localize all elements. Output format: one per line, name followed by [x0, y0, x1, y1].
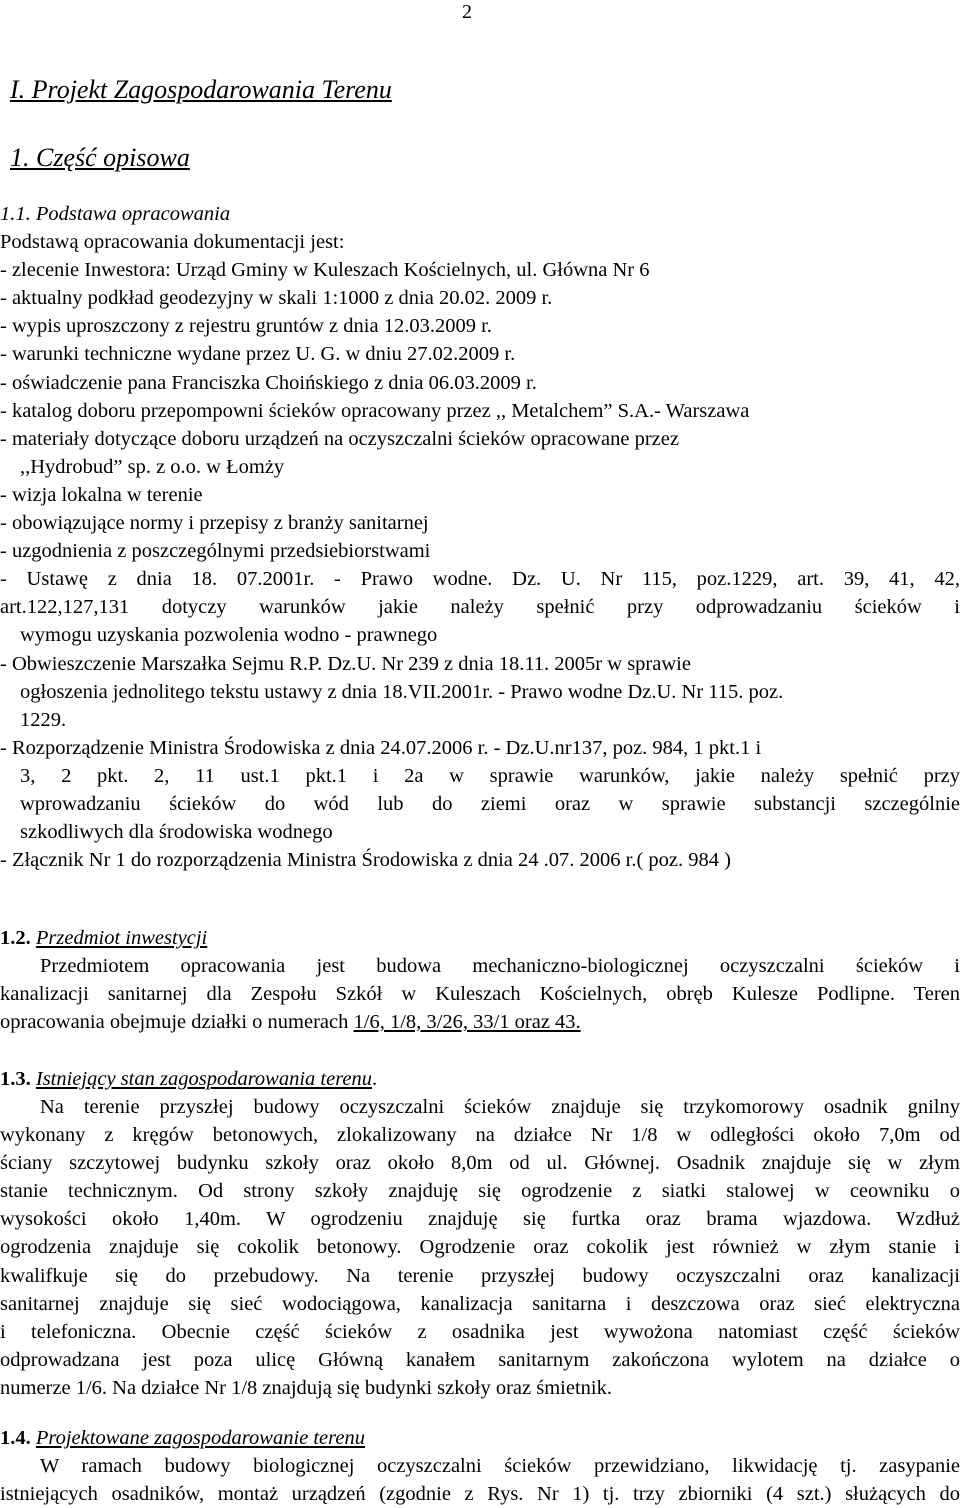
- section-1-4-body: [0, 1452, 960, 1508]
- paragraph-line: ściany szczytowej budynku szkoły oraz około 8,0m od ul. Głównej. Osadnik znajduje się w złym: [0, 1152, 960, 1175]
- list-item: - Obwieszczenie Marszałka Sejmu R.P. Dz.U. Nr 239 z dnia 18.11. 2005r w sprawie: [0, 652, 691, 675]
- paragraph-text: opracowania obejmuje działki o numerach: [0, 1011, 354, 1034]
- section-number: 1.3.: [0, 1068, 31, 1090]
- section-title: Projektowane zagospodarowanie terenu: [35, 1427, 365, 1449]
- section-1-3-body: [0, 1093, 960, 1402]
- paragraph-line: istniejących osadników, montaż urządzeń (zgodnie z Rys. Nr 1) tj. trzy zbiorniki (4 szt.) służących do: [0, 1483, 960, 1506]
- paragraph-line: numerze 1/6. Na działce Nr 1/8 znajdują się budynki szkoły oraz śmietnik.: [0, 1376, 612, 1399]
- section-1-2-body: [0, 952, 960, 1036]
- section-1-1: [0, 200, 960, 874]
- list-item: wprowadzaniu ścieków do wód lub do ziemi oraz w sprawie substancji szczególnie: [20, 792, 960, 815]
- list-item: - Złącznik Nr 1 do rozporządzenia Ministra Środowiska z dnia 24 .07. 2006 r.( poz. 984 ): [0, 849, 731, 872]
- section-number: 1.4.: [0, 1427, 31, 1449]
- section-number: 1.2.: [0, 927, 31, 949]
- paragraph-line: odprowadzana jest poza ulicę Główną kanałem sanitarnym zakończona wylotem na działce o: [0, 1348, 960, 1371]
- list-item: - materiały dotyczące doboru urządzeń na oczyszczalni ścieków opracowane przez: [0, 427, 679, 450]
- list-item: - Ustawę z dnia 18. 07.2001r. - Prawo wodne. Dz. U. Nr 115, poz.1229, art. 39, 41, 42,: [0, 568, 960, 591]
- list-item: - zlecenie Inwestora: Urząd Gminy w Kuleszach Kościelnych, ul. Główna Nr 6: [0, 259, 650, 282]
- list-item: - wizja lokalna w terenie: [0, 483, 203, 506]
- list-item: - Rozporządzenie Ministra Środowiska z dnia 24.07.2006 r. - Dz.U.nr137, poz. 984, 1 pkt.1 i: [0, 736, 762, 759]
- list-item: 3, 2 pkt. 2, 11 ust.1 pkt.1 i 2a w sprawie warunków, jakie należy spełnić przy: [20, 764, 960, 787]
- paragraph-line: Na terenie przyszłej budowy oczyszczalni ścieków znajduje się trzykomorowy osadnik gnilny: [40, 1096, 960, 1118]
- list-item: art.122,127,131 dotyczy warunków jakie należy spełnić przy odprowadzaniu ścieków i: [0, 596, 960, 619]
- paragraph-line: [0, 1008, 960, 1036]
- list-item: - warunki techniczne wydane przez U. G. w dniu 27.02.2009 r.: [0, 343, 516, 366]
- list-item: wymogu uzyskania pozwolenia wodno - prawnego: [20, 624, 438, 647]
- list-item: ,,Hydrobud” sp. z o.o. w Łomży: [20, 455, 285, 478]
- paragraph-line: wysokości około 1,40m. W ogrodzeniu znajduję się furtka oraz brama wjazdowa. Wzdłuż: [0, 1208, 960, 1231]
- list-item: - obowiązujące normy i przepisy z branży sanitarnej: [0, 512, 429, 535]
- paragraph-line: sanitarnej znajduje się sieć wodociągowa, kanalizacja sanitarna i deszczowa oraz sieć elektryczna: [0, 1292, 960, 1315]
- list-item: - uzgodnienia z poszczególnymi przedsiebiorstwami: [0, 540, 431, 563]
- list-item: ogłoszenia jednolitego tekstu ustawy z dnia 18.VII.2001r. - Prawo wodne Dz.U. Nr 115. poz.: [20, 680, 784, 703]
- list-item: Podstawą opracowania dokumentacji jest:: [0, 231, 345, 254]
- list-item: szkodliwych dla środowiska wodnego: [20, 821, 333, 844]
- main-heading: I. Projekt Zagospodarowania Terenu: [10, 75, 392, 104]
- list-item: 1229.: [20, 708, 67, 731]
- part-heading: 1. Część opisowa: [10, 143, 190, 172]
- section-title: Istniejący stan zagospodarowania terenu: [35, 1068, 373, 1090]
- paragraph-line: wykonany z kręgów betonowych, zlokalizowany na działce Nr 1/8 w odległości około 7,0m od: [0, 1124, 960, 1147]
- paragraph-line: W ramach budowy biologicznej oczyszczalni ścieków przewidziano, likwidację tj. zasypanie: [40, 1455, 960, 1477]
- section-1-4-title: [0, 1424, 365, 1452]
- paragraph-line: Przedmiotem opracowania jest budowa mechaniczno-biologicznej oczyszczalni ścieków i: [40, 955, 960, 977]
- list-item: - oświadczenie pana Franciszka Choińskiego z dnia 06.03.2009 r.: [0, 371, 537, 394]
- section-1-2-title: [0, 924, 207, 952]
- paragraph-line: kwalifkuje się do przebudowy. Na terenie przyszłej budowy oczyszczalni oraz kanalizacji: [0, 1264, 960, 1287]
- paragraph-line: stanie technicznym. Od strony szkoły znajduję się ogrodzenie z siatki stalowej w ceowniku o: [0, 1180, 960, 1203]
- section-1-1-title: 1.1. Podstawa opracowania: [0, 203, 231, 225]
- paragraph-line: i telefoniczna. Obecnie część ścieków z osadnika jest wywożona natomiast część ścieków: [0, 1320, 960, 1343]
- section-title-end: .: [372, 1068, 378, 1090]
- list-item: - wypis uproszczony z rejestru gruntów z dnia 12.03.2009 r.: [0, 315, 492, 338]
- section-title: Przedmiot inwestycji: [35, 927, 208, 949]
- paragraph-line: kanalizacji sanitarnej dla Zespołu Szkół w Kuleszach Kościelnych, obręb Kulesze Podlipne. Teren: [0, 983, 960, 1006]
- parcel-numbers: 1/6, 1/8, 3/26, 33/1 oraz 43.: [353, 1011, 581, 1034]
- list-item: - katalog doboru przepompowni ścieków opracowany przez ,, Metalchem” S.A.- Warszawa: [0, 399, 750, 422]
- paragraph-line: ogrodzenia znajduje się cokolik betonowy. Ogrodzenie oraz cokolik jest również w złym stanie i: [0, 1236, 960, 1259]
- list-item: - aktualny podkład geodezyjny w skali 1:1000 z dnia 20.02. 2009 r.: [0, 287, 553, 310]
- page-number: 2: [462, 1, 472, 23]
- section-1-3-title: [0, 1065, 377, 1093]
